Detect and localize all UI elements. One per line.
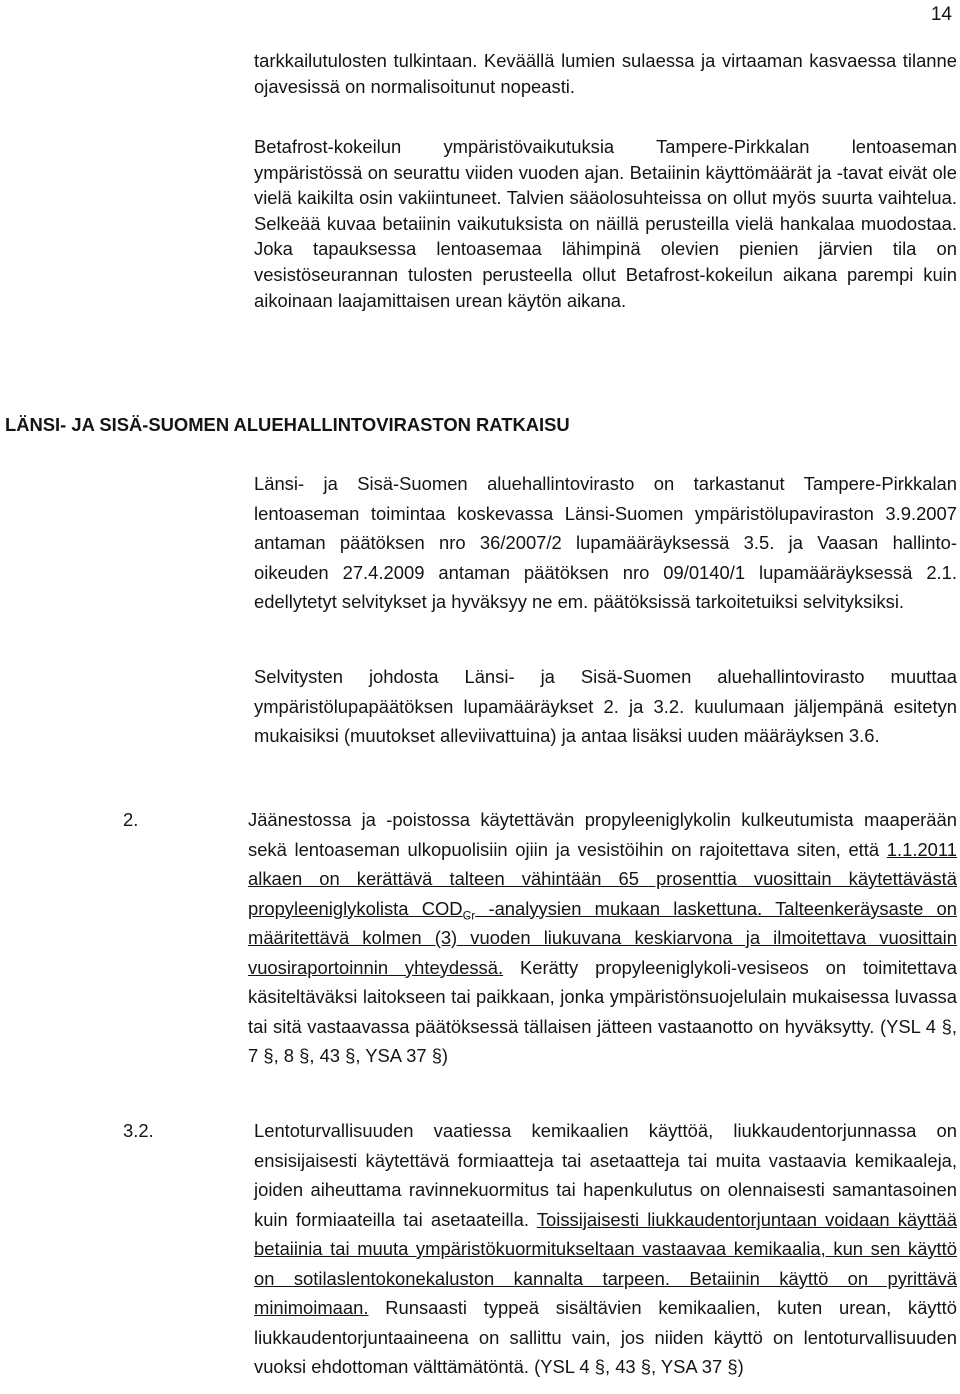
intro-paragraph-2: Betafrost-kokeilun ympäristövaikutuksia Tampere-Pirkkalan lentoaseman ympäristössä on seurattu viiden vuoden ajan. Betaiinin käyttömäärät ja -tavat eivät ole vielä kaikilta osin vakiintuneet. Talvien sääolosuhteissa on ollut myös suurta vaihtelua. Selkeää kuvaa betaiinin vaikutuksista on näillä perusteilla vielä hankalaa muodostaa. Joka tapauksessa lentoasemaa lähimpinä olevien pienien järvien tila on vesistöseurannan tulosten perusteella ollut Betafrost-kokeilun aikana parempi kuin aikoinaan laajamittaisen urean käytön aikana. bbox=[254, 136, 957, 311]
item-3-2-text-part-1: Lentoturvallisuuden vaatiessa kemikaalien käyttöä, liukkaudentorjunnassa on ensisijaisesti käytettävä formiaatteja tai asetaatteja tai muita vastaavia kemikaaleja, joiden aiheuttama ravinnekuormitus tai hapenkulutus on olennaisesti samantasoinen kuin formiaateilla tai asetaateilla. bbox=[254, 1120, 957, 1230]
cod-subscript: Cr bbox=[462, 908, 476, 923]
page-number: 14 bbox=[930, 4, 952, 25]
item-2-underlined-part-1: 1.1.2011 alkaen on kerättävä talteen vähintään 65 prosenttia vuosittain käytettävästä propyleeniglykolista COD bbox=[248, 838, 957, 919]
decision-paragraph-2: Selvitysten johdosta Länsi- ja Sisä-Suomen aluehallintovirasto muuttaa ympäristölupapäätöksen lupamääräykset 2. ja 3.2. kuulumaan jäljempänä esitetyn mukaisiksi (muutokset alleviivattuina) ja antaa lisäksi uuden määräyksen 3.6. bbox=[254, 666, 957, 746]
item-3-2-number: 3.2. bbox=[123, 1120, 154, 1141]
decision-paragraph-1: Länsi- ja Sisä-Suomen aluehallintovirasto on tarkastanut Tampere-Pirkkalan lentoaseman toimintaa koskevassa Länsi-Suomen ympäristölupaviraston 3.9.2007 antaman päätöksen nro 36/2007/2 lupamääräyksessä 3.5. ja Vaasan hallinto-oikeuden 27.4.2009 antaman päätöksen nro 09/0140/1 lupamääräyksessä 2.1. edellytetyt selvitykset ja hyväksyy ne em. päätöksissä tarkoitetuiksi selvityksiksi. bbox=[254, 473, 957, 612]
item-2-text-part-1: Jäänestossa ja -poistossa käytettävän propyleeniglykolin kulkeutumista maaperään sekä lentoaseman ulkopuolisiin ojiin ja vesistöihin on rajoitettava siten, että bbox=[248, 809, 957, 860]
item-2-text bbox=[248, 805, 957, 1071]
item-3-2-text-part-2: Runsaasti typpeä sisältävien kemikaalien, kuten urean, käyttö liukkaudentorjuntaaineena on sallittu vain, jos niiden käyttö on lentoturvallisuuden vuoksi ehdottoman välttämätöntä. (YSL 4 §, 43 §, YSA 37 §) bbox=[254, 1297, 957, 1377]
item-3-2-text bbox=[254, 1116, 957, 1382]
intro-paragraph-1: tarkkailutulosten tulkintaan. Keväällä lumien sulaessa ja virtaaman kasvaessa tilanne ojavesissä on normalisoitunut nopeasti. bbox=[254, 50, 957, 97]
item-2-text-part-2: Kerätty propyleeniglykoli-vesiseos on toimitettava käsiteltäväksi laitokseen tai paikkaan, jonka ympäristönsuojelulain mukaisessa luvassa tai sitä vastaavassa päätöksessä tällaisen jätteen vastaanotto on hyväksytty. (YSL 4 §, 7 §, 8 §, 43 §, YSA 37 §) bbox=[248, 956, 957, 1066]
item-2-number: 2. bbox=[123, 809, 139, 830]
item-2-underlined-part-2: -analyysien mukaan laskettuna. Talteenkeräysaste on määritettävä kolmen (3) vuoden liukuvana keskiarvona ja ilmoitettava vuosittain vuosiraportoinnin yhteydessä. bbox=[248, 897, 957, 978]
section-heading: LÄNSI- JA SISÄ-SUOMEN ALUEHALLINTOVIRASTON RATKAISU bbox=[5, 414, 570, 435]
item-3-2-underlined-change: Toissijaisesti liukkaudentorjuntaan voidaan käyttää betaiinia tai muuta ympäristökuormitukseltaan vastaavaa kemikaalia, kun sen käyttö on sotilaslentokonekaluston kannalta tarpeen. Betaiinin käyttö on pyrittävä minimoimaan. bbox=[254, 1208, 958, 1318]
